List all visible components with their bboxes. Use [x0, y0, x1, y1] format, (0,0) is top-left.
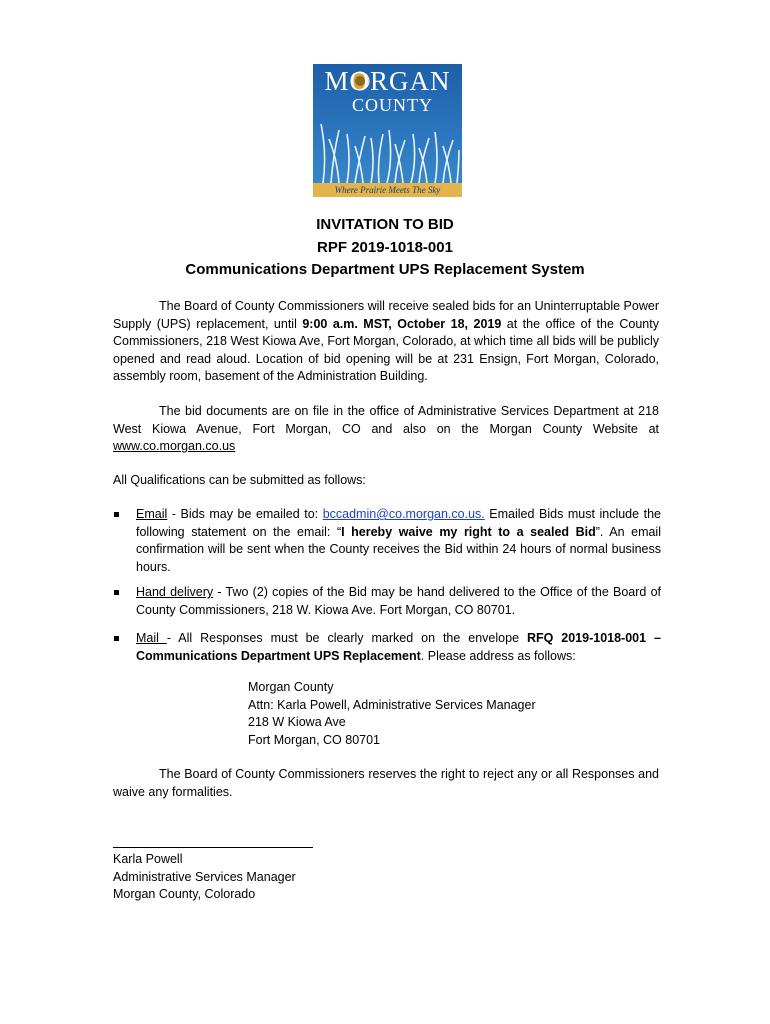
hand-delivery-label: Hand delivery	[136, 585, 214, 599]
signer-title: Administrative Services Manager	[113, 869, 296, 884]
mail-text-b: . Please address as follows:	[420, 648, 576, 663]
address-line: 218 W Kiowa Ave	[248, 715, 346, 729]
signature-block	[113, 851, 296, 904]
address-line: Attn: Karla Powell, Administrative Services Manager	[248, 697, 536, 712]
email-text-b: Emailed Bids must include the following statement on the email: “	[136, 507, 661, 539]
rfp-number: RPF 2019-1018-001	[317, 239, 453, 256]
project-title: Communications Department UPS Replacement System	[185, 261, 585, 278]
mailing-address	[248, 679, 536, 749]
bullet-hand-delivery	[113, 584, 661, 619]
deadline: 9:00 a.m. MST, October 18, 2019	[302, 316, 502, 331]
documents-text: The bid documents are on file in the office of Administrative Services Department at 218 West Kiowa Avenue, Fort Morgan, CO and also on the Morgan County Website at	[113, 404, 659, 436]
email-text-c: ”. An email confirmation will be sent when the County receives the Bid within 24 hours of normal business hours.	[136, 524, 661, 574]
intro-text-b: at the office of the County Commissioners, 218 West Kiowa Ave, Fort Morgan, Colorado, at which time all bids will be publicly opened and read aloud. Location of bid opening will be at 231 Ensign, Fort Morgan, Colorado, assembly room, basement of the Administration Building.	[113, 316, 659, 383]
bullet-square-icon	[114, 512, 119, 517]
bullet-email	[113, 506, 661, 576]
bullet-mail	[113, 630, 661, 665]
mail-text-a: - All Responses must be clearly marked on the envelope	[166, 631, 527, 645]
document-title: INVITATION TO BID	[316, 216, 454, 233]
signer-name: Karla Powell	[113, 852, 183, 866]
logo-word-county: COUNTY	[352, 95, 433, 115]
logo-word-morgan: MORGAN	[324, 66, 451, 96]
email-address-link[interactable]: bccadmin@co.morgan.co.us.	[322, 507, 485, 521]
qualifications-heading: All Qualifications can be submitted as follows:	[113, 473, 366, 487]
bullet-square-icon	[114, 636, 119, 641]
waiver-statement: I hereby waive my right to a sealed Bid	[341, 524, 596, 539]
bullet-square-icon	[114, 590, 119, 595]
intro-paragraph	[113, 298, 659, 386]
morgan-county-logo	[313, 64, 462, 197]
rfq-reference: RFQ 2019-1018-001 – Communications Department UPS Replacement	[136, 631, 661, 663]
address-line: Fort Morgan, CO 80701	[248, 732, 381, 747]
documents-paragraph	[113, 403, 659, 456]
closing-paragraph: The Board of County Commissioners reserves the right to reject any or all Responses and waive any formalities.	[113, 767, 659, 799]
hand-delivery-text: - Two (2) copies of the Bid may be hand delivered to the Office of the Board of County Commissioners, 218 W. Kiowa Ave. Fort Morgan, CO 80701.	[136, 585, 661, 617]
signature-line	[113, 847, 313, 848]
email-text-a: - Bids may be emailed to:	[167, 507, 323, 521]
logo-tagline: Where Prairie Meets The Sky	[313, 183, 462, 197]
address-line: Morgan County	[248, 680, 334, 694]
website-link[interactable]: www.co.morgan.co.us	[113, 439, 236, 453]
signer-organization: Morgan County, Colorado	[113, 887, 256, 901]
email-label: Email	[136, 507, 168, 521]
mail-label: Mail	[136, 631, 167, 645]
intro-text-a: The Board of County Commissioners will receive sealed bids for an Uninterruptable Power Supply (UPS) replacement, until	[113, 299, 659, 331]
